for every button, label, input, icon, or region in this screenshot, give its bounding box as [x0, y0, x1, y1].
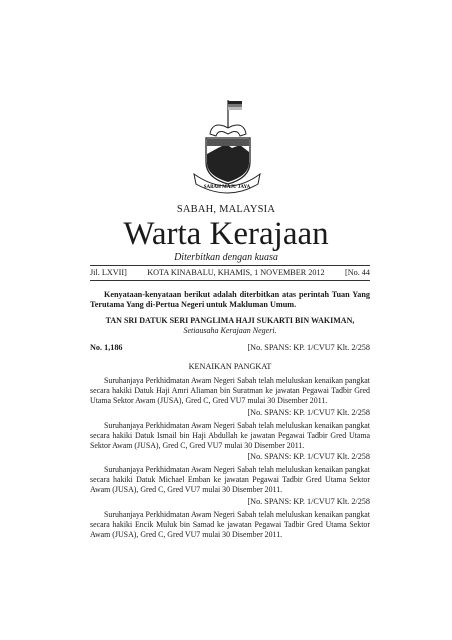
- place-date-label: KOTA KINABALU, KHAMIS, 1 NOVEMBER 2012: [147, 268, 325, 277]
- promotion-paragraph: Suruhanjaya Perkhidmatan Awam Negeri Sabah telah meluluskan kenaikan pangkat secara hakiki Datuk Haji Amri Aliaman bin Suratman ke jawatan Pegawai Tadbir Gred Utama Sektor Awam (JUSA), Gred C, Gred VU7 mulai 30 Disember 2011.: [90, 376, 370, 405]
- entry-header: [90, 343, 370, 352]
- promotion-paragraph: Suruhanjaya Perkhidmatan Awam Negeri Sabah telah meluluskan kenaikan pangkat secara hakiki Datuk Ismail bin Haji Abdullah ke jawatan Pegawai Tadbir Gred Utama Sektor Awam (JUSA), Gred C, Gred VU7 mulai 30 Disember 2011.: [90, 421, 370, 450]
- signatory-role: Setiausaha Kerajaan Negeri.: [183, 326, 277, 335]
- gazette-title: Warta Kerajaan: [123, 216, 329, 252]
- masthead: [90, 268, 370, 277]
- promotion-paragraph: Suruhanjaya Perkhidmatan Awam Negeri Sabah telah meluluskan kenaikan pangkat secara hakiki Encik Muluk bin Samad ke jawatan Pegawai Tadbir Gred Utama Sektor Awam (JUSA), Gred C, Gred VU7 mulai 30 Disember 2011.: [90, 510, 370, 539]
- masthead-top-rule: [90, 265, 370, 266]
- reference-number: [No. SPANS: KP. 1/CVU7 Klt. 2/258: [247, 408, 370, 417]
- volume-label: Jil. LXVII]: [90, 268, 127, 277]
- issue-label: [No. 44: [344, 268, 370, 277]
- promotion-paragraph: Suruhanjaya Perkhidmatan Awam Negeri Sabah telah meluluskan kenaikan pangkat secara hakiki Datuk Michael Emban ke jawatan Pegawai Tadbir Gred Utama Sektor Awam (JUSA), Gred C, Gred VU7 mulai 30 Disember 2011.: [90, 465, 370, 494]
- reference-number: [No. SPANS: KP. 1/CVU7 Klt. 2/258: [247, 452, 370, 461]
- country-label: SABAH, MALAYSIA: [176, 204, 276, 215]
- entry-reference: [No. SPANS: KP. 1/CVU7 Klt. 2/258: [247, 343, 370, 352]
- masthead-bottom-rule: [90, 280, 370, 281]
- publication-notice: Kenyataan-kenyataan berikut adalah diterbitkan atas perintah Tuan Yang Terutama Yang di-Pertua Negeri untuk Makluman Umum.: [90, 290, 370, 309]
- entry-heading: KENAIKAN PANGKAT: [188, 362, 272, 371]
- reference-number: [No. SPANS: KP. 1/CVU7 Klt. 2/258: [247, 497, 370, 506]
- sabah-coat-of-arms-icon: [188, 98, 266, 194]
- entry-number: No. 1,186: [90, 343, 123, 352]
- gazette-subtitle: Diterbitkan dengan kuasa: [174, 252, 278, 263]
- crest-motto: SABAH MAJU JAYA: [203, 185, 251, 190]
- signatory-name: TAN SRI DATUK SERI PANGLIMA HAJI SUKARTI BIN WAKIMAN,: [105, 316, 355, 325]
